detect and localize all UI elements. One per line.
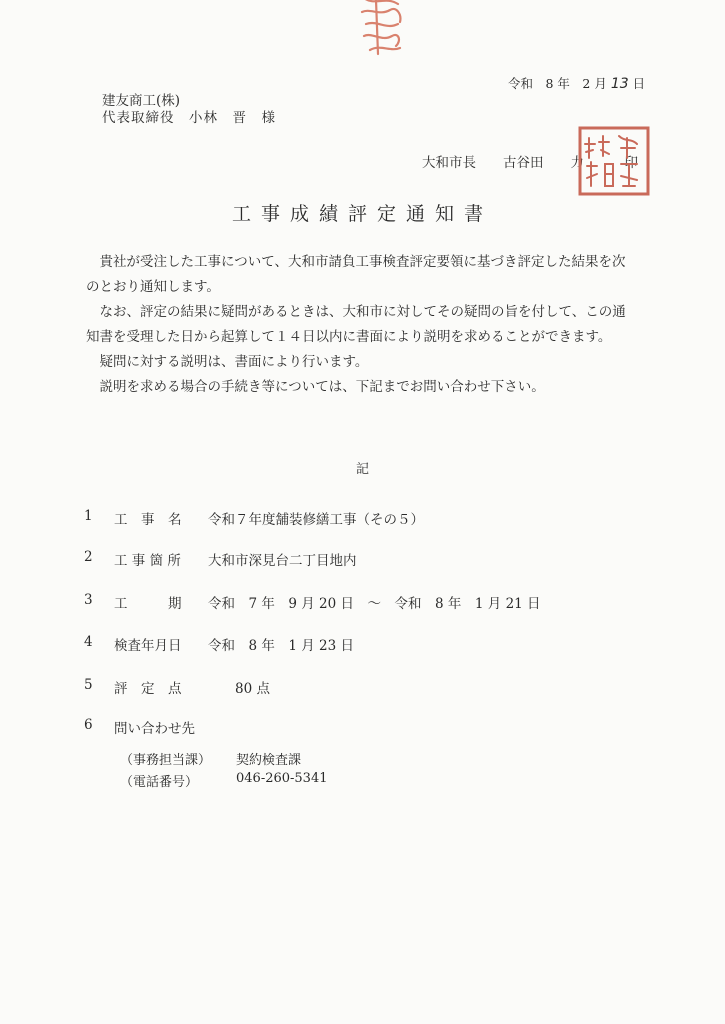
date-prefix: 令和 8 年 2 月	[508, 76, 607, 91]
item-number: 4	[84, 634, 93, 650]
item-label: 検査年月日	[114, 638, 182, 654]
item-number: 6	[84, 717, 93, 733]
date-suffix: 日	[632, 76, 646, 91]
receipt-stamp-icon	[356, 0, 408, 58]
item-label: 工 事 名	[114, 512, 182, 528]
item-value: 令和 8 年 1 月 23 日	[208, 638, 355, 654]
item-number: 5	[84, 677, 93, 693]
item-value: 令和７年度舗装修繕工事（その５）	[208, 512, 424, 528]
body-paragraph-4: 説明を求める場合の手続き等については、下記までお問い合わせ下さい。	[86, 379, 545, 395]
item-number: 1	[84, 508, 93, 524]
body-paragraph-3: 疑問に対する説明は、書面により行います。	[86, 354, 369, 370]
item-label: 工 事 箇 所	[114, 553, 181, 569]
body-text	[86, 250, 626, 400]
ki-heading: 記	[355, 462, 369, 477]
item-label: 問い合わせ先	[114, 721, 195, 737]
item-value: 令和 7 年 9 月 20 日 ～ 令和 8 年 1 月 21 日	[208, 596, 541, 612]
sender-name: 大和市長 古谷田 力 印	[422, 155, 638, 171]
item-number: 2	[84, 549, 93, 565]
contact-label: （事務担当課）	[120, 753, 212, 768]
item-value: 80 点	[208, 681, 270, 697]
body-paragraph-2: なお、評定の結果に疑問があるときは、大和市に対してその疑問の旨を付して、この通知書を受理した日から起算して１４日以内に書面により説明を求めることができます。	[86, 304, 626, 345]
official-seal-icon	[575, 124, 653, 198]
body-paragraph-1: 貴社が受注した工事について、大和市請負工事検査評定要領に基づき評定した結果を次のとおり通知します。	[86, 254, 626, 295]
document-title: 工事成績評定通知書	[231, 203, 493, 225]
contact-value: 契約検査課	[236, 753, 302, 768]
date-day: 13	[610, 76, 629, 92]
item-label: 工 期	[114, 596, 182, 612]
contact-value: 046-260-5341	[236, 771, 328, 786]
recipient-person: 代表取締役 小林 晋 様	[102, 110, 276, 126]
issue-date	[508, 74, 645, 92]
item-label: 評 定 点	[114, 681, 182, 697]
contact-label: （電話番号）	[120, 775, 199, 790]
recipient-company: 建友商工(株)	[102, 93, 181, 109]
item-value: 大和市深見台二丁目地内	[208, 553, 357, 569]
item-number: 3	[84, 592, 93, 608]
